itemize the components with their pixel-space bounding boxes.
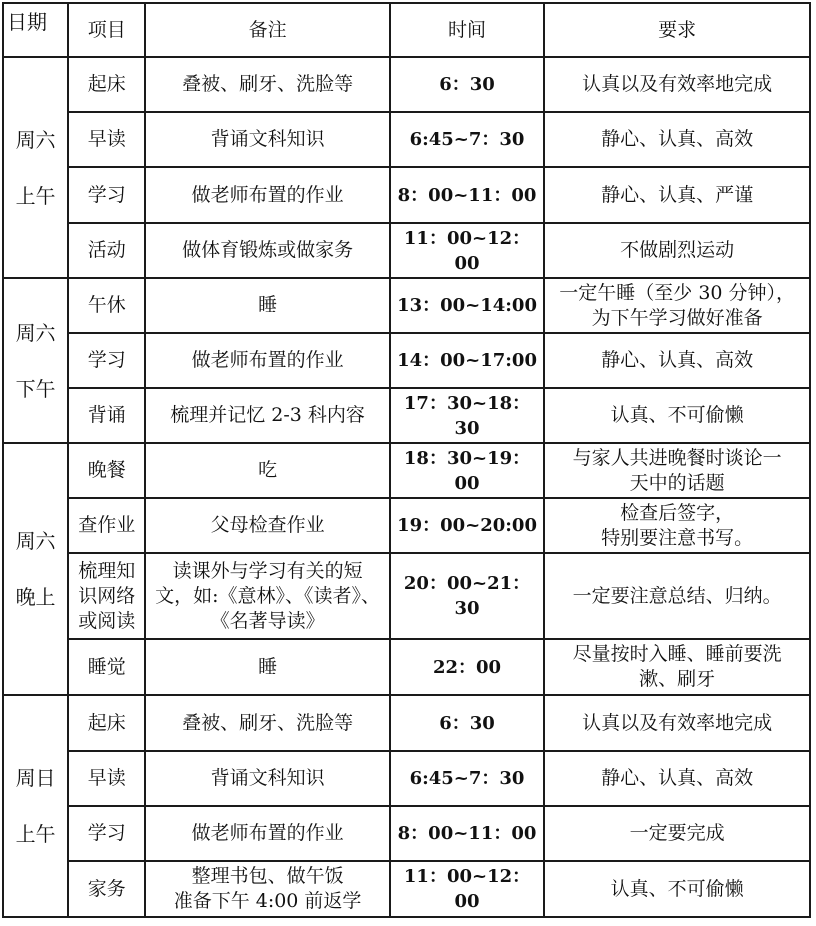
item-cell: 学习 xyxy=(68,806,145,861)
requirement-cell: 与家人共进晚餐时谈论一 天中的话题 xyxy=(544,443,810,498)
date-cell: 周日 上午 xyxy=(3,695,68,917)
note-cell: 做老师布置的作业 xyxy=(145,333,389,388)
item-cell: 学习 xyxy=(68,167,145,223)
time-cell: 11：00~12：00 xyxy=(390,861,545,917)
table-row xyxy=(3,639,810,695)
table-row xyxy=(3,167,810,223)
item-cell: 早读 xyxy=(68,112,145,167)
item-cell: 查作业 xyxy=(68,498,145,553)
note-cell: 叠被、刷牙、洗脸等 xyxy=(145,695,389,751)
requirement-cell: 一定午睡（至少 30 分钟）， 为下午学习做好准备 xyxy=(544,278,810,333)
table-row xyxy=(3,57,810,112)
header-row xyxy=(3,3,810,57)
table-row xyxy=(3,388,810,443)
requirement-cell: 认真、不可偷懒 xyxy=(544,388,810,443)
note-cell: 整理书包、做午饭 准备下午 4:00 前返学 xyxy=(145,861,389,917)
time-cell: 14：00~17:00 xyxy=(390,333,545,388)
note-cell: 做体育锻炼或做家务 xyxy=(145,223,389,278)
header-note: 备注 xyxy=(145,3,389,57)
requirement-cell: 一定要完成 xyxy=(544,806,810,861)
note-cell: 背诵文科知识 xyxy=(145,112,389,167)
time-cell: 18：30~19：00 xyxy=(390,443,545,498)
requirement-cell: 尽量按时入睡、睡前要洗 漱、刷牙 xyxy=(544,639,810,695)
requirement-cell: 不做剧烈运动 xyxy=(544,223,810,278)
note-cell: 睡 xyxy=(145,639,389,695)
requirement-cell: 一定要注意总结、归纳。 xyxy=(544,553,810,639)
requirement-cell: 静心、认真、高效 xyxy=(544,333,810,388)
note-cell: 梳理并记忆 2-3 科内容 xyxy=(145,388,389,443)
item-cell: 晚餐 xyxy=(68,443,145,498)
item-cell: 家务 xyxy=(68,861,145,917)
item-cell: 午休 xyxy=(68,278,145,333)
requirement-cell: 静心、认真、高效 xyxy=(544,112,810,167)
time-cell: 11：00~12：00 xyxy=(390,223,545,278)
table-row xyxy=(3,498,810,553)
time-cell: 8：00~11：00 xyxy=(390,167,545,223)
time-cell: 6:45~7：30 xyxy=(390,112,545,167)
note-cell: 睡 xyxy=(145,278,389,333)
item-cell: 早读 xyxy=(68,751,145,806)
table-row xyxy=(3,861,810,917)
item-cell: 梳理知 识网络 或阅读 xyxy=(68,553,145,639)
note-cell: 叠被、刷牙、洗脸等 xyxy=(145,57,389,112)
time-cell: 17：30~18：30 xyxy=(390,388,545,443)
table-row xyxy=(3,695,810,751)
requirement-cell: 静心、认真、严谨 xyxy=(544,167,810,223)
time-cell: 20：00~21：30 xyxy=(390,553,545,639)
note-cell: 父母检查作业 xyxy=(145,498,389,553)
table-row xyxy=(3,278,810,333)
note-cell: 读课外与学习有关的短 文，如:《意林》、《读者》、 《名著导读》 xyxy=(145,553,389,639)
requirement-cell: 检查后签字， 特别要注意书写。 xyxy=(544,498,810,553)
note-cell: 做老师布置的作业 xyxy=(145,167,389,223)
time-cell: 13：00~14:00 xyxy=(390,278,545,333)
header-time: 时间 xyxy=(390,3,545,57)
item-cell: 起床 xyxy=(68,57,145,112)
requirement-cell: 静心、认真、高效 xyxy=(544,751,810,806)
time-cell: 6：30 xyxy=(390,695,545,751)
header-date: 日期 xyxy=(3,3,68,57)
table-row xyxy=(3,751,810,806)
date-cell: 周六 上午 xyxy=(3,57,68,278)
header-item: 项目 xyxy=(68,3,145,57)
note-cell: 背诵文科知识 xyxy=(145,751,389,806)
item-cell: 背诵 xyxy=(68,388,145,443)
date-cell: 周六 晚上 xyxy=(3,443,68,695)
time-cell: 6:45~7：30 xyxy=(390,751,545,806)
table-row xyxy=(3,443,810,498)
item-cell: 活动 xyxy=(68,223,145,278)
item-cell: 起床 xyxy=(68,695,145,751)
time-cell: 8：00~11：00 xyxy=(390,806,545,861)
table-row xyxy=(3,553,810,639)
header-requirement: 要求 xyxy=(544,3,810,57)
time-cell: 22：00 xyxy=(390,639,545,695)
item-cell: 学习 xyxy=(68,333,145,388)
requirement-cell: 认真以及有效率地完成 xyxy=(544,57,810,112)
item-cell: 睡觉 xyxy=(68,639,145,695)
schedule-table xyxy=(2,2,811,918)
table-row xyxy=(3,223,810,278)
note-cell: 吃 xyxy=(145,443,389,498)
requirement-cell: 认真、不可偷懒 xyxy=(544,861,810,917)
table-row xyxy=(3,333,810,388)
note-cell: 做老师布置的作业 xyxy=(145,806,389,861)
date-cell: 周六 下午 xyxy=(3,278,68,443)
time-cell: 6：30 xyxy=(390,57,545,112)
requirement-cell: 认真以及有效率地完成 xyxy=(544,695,810,751)
table-row xyxy=(3,112,810,167)
time-cell: 19：00~20:00 xyxy=(390,498,545,553)
table-row xyxy=(3,806,810,861)
